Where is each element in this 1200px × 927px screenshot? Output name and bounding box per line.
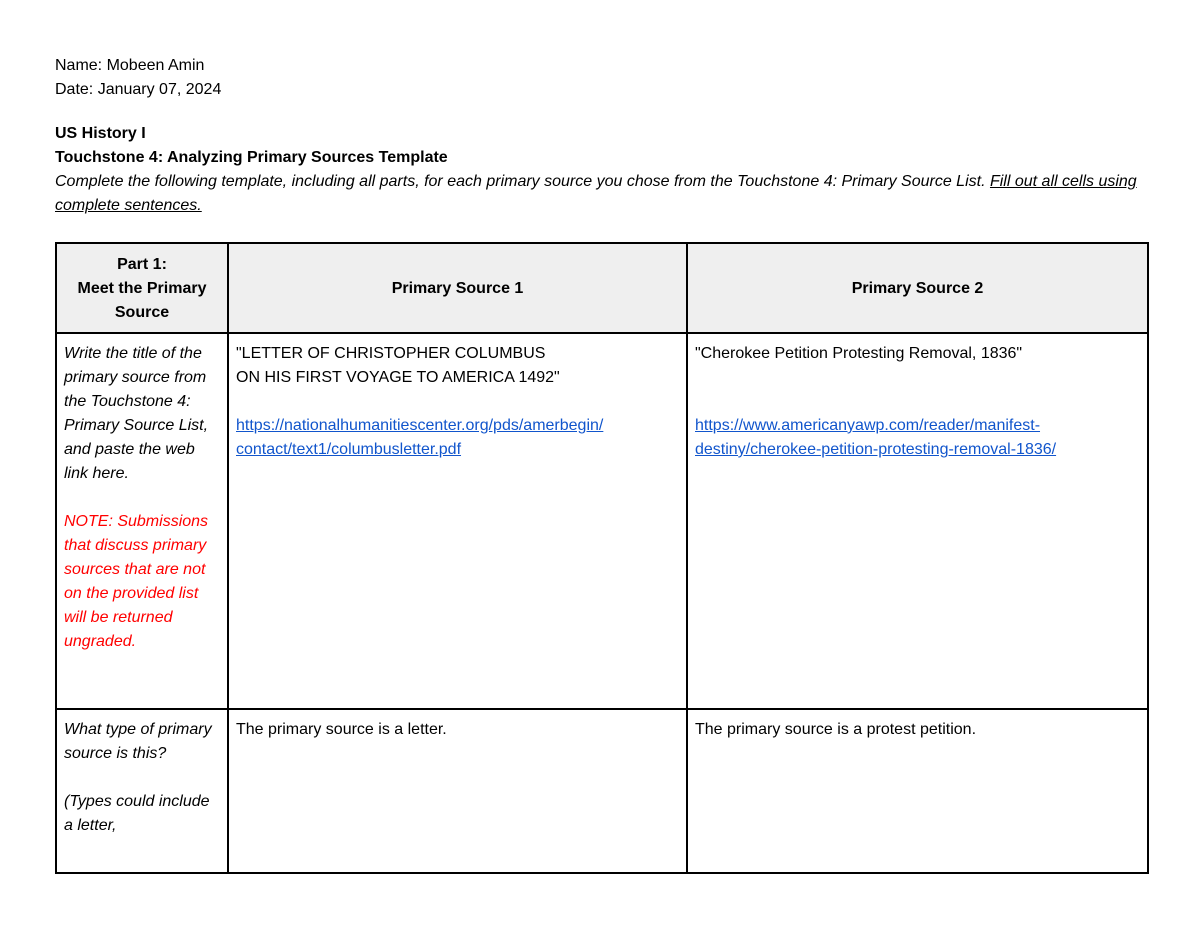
source2-title: "Cherokee Petition Protesting Removal, 1836" xyxy=(695,345,1023,362)
source1-link-line2[interactable]: contact/text1/columbusletter.pdf xyxy=(236,441,462,458)
assignment-title: Touchstone 4: Analyzing Primary Sources Template xyxy=(55,149,448,166)
row2-source1-answer: The primary source is a letter. xyxy=(236,721,447,738)
row1-prompt-cell xyxy=(56,333,228,709)
document-header xyxy=(55,54,1147,218)
header-source2: Primary Source 2 xyxy=(687,243,1148,333)
source1-title-line2: ON HIS FIRST VOYAGE TO AMERICA 1492" xyxy=(236,369,560,386)
row2-prompt-cell xyxy=(56,709,228,873)
header-part1-line2: Meet the Primary Source xyxy=(77,280,207,321)
row2-prompt-extra: (Types could include a letter, xyxy=(64,793,210,834)
row2-prompt: What type of primary source is this? xyxy=(64,721,212,762)
instructions xyxy=(55,170,1147,218)
source2-link-line1[interactable]: https://www.americanyawp.com/reader/manifest- xyxy=(695,417,1041,434)
row2-source1-cell[interactable] xyxy=(228,709,687,873)
table-header-row xyxy=(56,243,1148,333)
source2-link-line2[interactable]: destiny/cherokee-petition-protesting-removal-1836/ xyxy=(695,441,1057,458)
instructions-text: Complete the following template, including all parts, for each primary source you chose from the Touchstone 4: Primary Source List. xyxy=(55,173,990,190)
header-part1-line1: Part 1: xyxy=(117,256,167,273)
header-source1: Primary Source 1 xyxy=(228,243,687,333)
source1-title-line1: "LETTER OF CHRISTOPHER COLUMBUS xyxy=(236,345,546,362)
instructions-underlined: Fill out all cells using complete sentences. xyxy=(55,173,1137,214)
row1-prompt: Write the title of the primary source from the Touchstone 4: Primary Source List, and paste the web link here. xyxy=(64,345,209,482)
row1-source1-cell[interactable] xyxy=(228,333,687,709)
row1-source2-cell[interactable] xyxy=(687,333,1148,709)
student-name: Name: Mobeen Amin xyxy=(55,57,205,74)
course-title: US History I xyxy=(55,125,146,142)
row1-note: NOTE: Submissions that discuss primary sources that are not on the provided list will be returned ungraded. xyxy=(64,513,209,650)
header-part1 xyxy=(56,243,228,333)
date: Date: January 07, 2024 xyxy=(55,81,222,98)
table-row xyxy=(56,709,1148,873)
row2-source2-cell[interactable] xyxy=(687,709,1148,873)
analysis-table xyxy=(55,242,1149,874)
row2-source2-answer: The primary source is a protest petition. xyxy=(695,721,977,738)
source1-link-line1[interactable]: https://nationalhumanitiescenter.org/pds/amerbegin/ xyxy=(236,417,604,434)
table-row xyxy=(56,333,1148,709)
